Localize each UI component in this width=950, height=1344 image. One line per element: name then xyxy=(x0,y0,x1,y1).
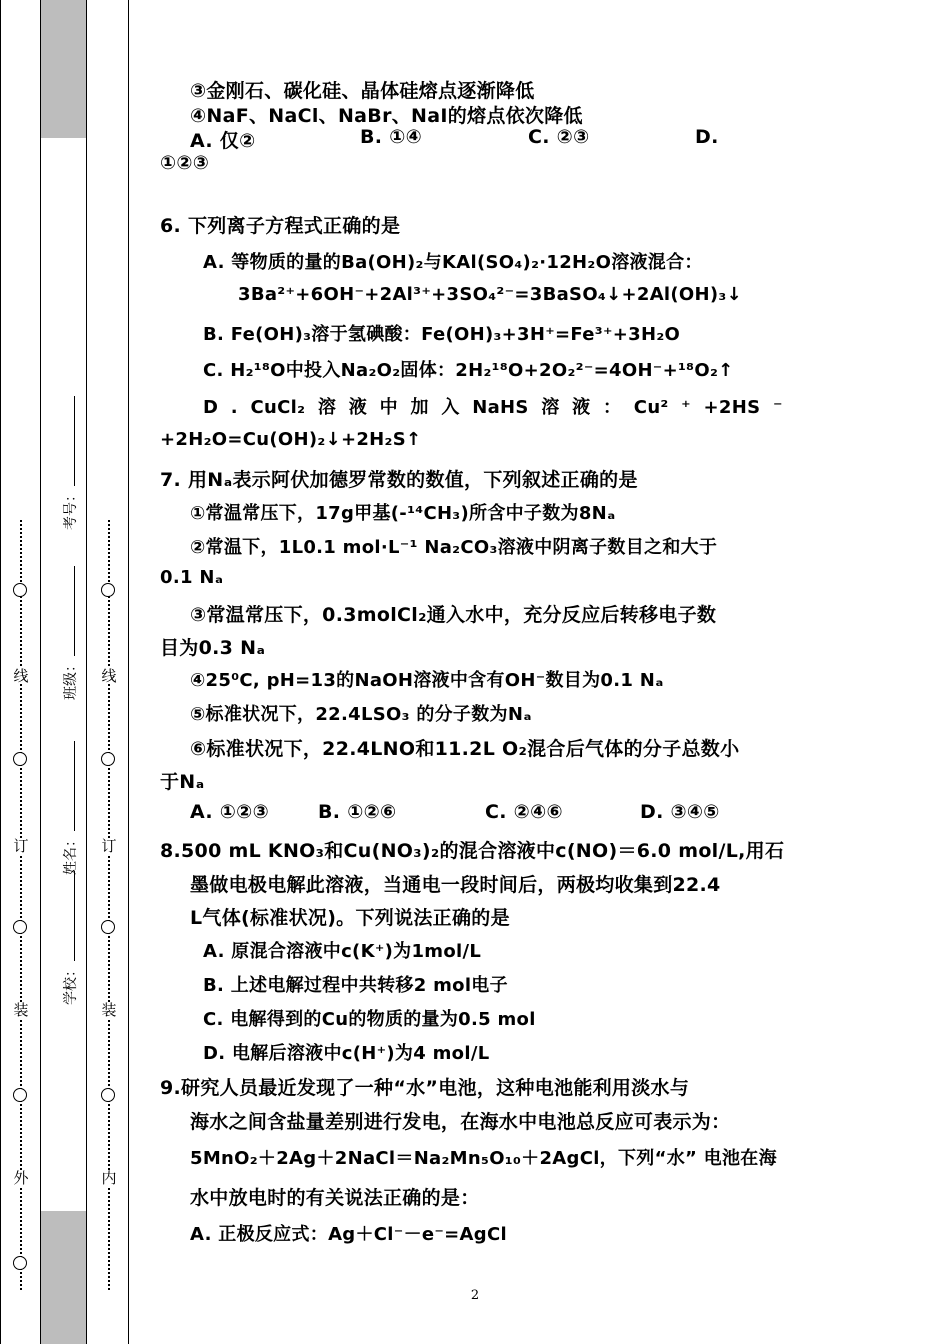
option-d-value: ①②③ xyxy=(160,152,210,174)
q7-statement-3-cont: 目为0.3 Nₐ xyxy=(160,637,266,659)
cut-circle-icon xyxy=(13,1088,27,1102)
question-8-line-3: L气体(标准状况)。下列说法正确的是 xyxy=(190,907,510,929)
question-8: 8.500 mL KNO₃和Cu(NO₃)₂的混合溶液中c(NO)＝6.0 mol/L,用石 xyxy=(160,840,785,862)
outer-mark-wai: 外 xyxy=(13,1169,29,1187)
q9-option-a: A. 正极反应式：Ag＋Cl⁻－e⁻=AgCl xyxy=(190,1224,507,1245)
q6-option-d: D . CuCl₂ 溶 液 中 加 入 NaHS 溶 液 ： Cu² ⁺ +2HS ⁻ xyxy=(203,397,783,418)
school-field[interactable]: 学校： xyxy=(60,871,80,1005)
class-field[interactable]: 班级： xyxy=(60,566,80,700)
q7-statement-6: ⑥标准状况下，22.4LNO和11.2L O₂混合后气体的分子总数小 xyxy=(190,738,740,760)
cut-circle-icon xyxy=(101,583,115,597)
question-6: 6. 下列离子方程式正确的是 xyxy=(160,215,401,237)
text-line: ③金刚石、碳化硅、晶体硅熔点逐渐降低 xyxy=(190,80,535,102)
q7-statement-6-cont: 于Nₐ xyxy=(160,771,205,793)
q6-option-a: A. 等物质的量的Ba(OH)₂与KAl(SO₄)₂·12H₂O溶液混合： xyxy=(203,252,703,273)
cut-circle-icon xyxy=(13,583,27,597)
q7-statement-2-cont: 0.1 Nₐ xyxy=(160,567,224,588)
question-9: 9.研究人员最近发现了一种“水”电池，这种电池能利用淡水与 xyxy=(160,1077,690,1099)
q7-option-a: A. ①②③ xyxy=(190,801,269,823)
question-8-line-2: 墨做电极电解此溶液，当通电一段时间后，两极均收集到22.4 xyxy=(190,874,721,896)
q7-statement-1: ①常温常压下，17g甲基(-¹⁴CH₃)所含中子数为8Nₐ xyxy=(190,503,616,524)
option-c: C. ②③ xyxy=(528,126,590,148)
q8-option-c: C. 电解得到的Cu的物质的量为0.5 mol xyxy=(203,1009,536,1030)
question-9-line-4: 水中放电时的有关说法正确的是： xyxy=(190,1187,480,1209)
q7-statement-5: ⑤标准状况下，22.4LSO₃ 的分子数为Nₐ xyxy=(190,704,532,725)
margin-border-left xyxy=(0,0,1,1344)
cut-circle-icon xyxy=(101,752,115,766)
outer-mark-ding: 订 xyxy=(13,837,29,855)
q8-option-d: D. 电解后溶液中c(H⁺)为4 mol/L xyxy=(203,1043,490,1064)
text-line: ④NaF、NaCl、NaBr、NaI的熔点依次降低 xyxy=(190,105,583,127)
exam-number-field[interactable]: 考号： xyxy=(60,396,80,530)
binding-margin xyxy=(0,0,130,1344)
q7-option-c: C. ②④⑥ xyxy=(485,801,563,823)
margin-border-b xyxy=(86,0,87,1344)
outer-mark-xian: 线 xyxy=(13,667,29,685)
q6-option-d-cont: +2H₂O=Cu(OH)₂↓+2H₂S↑ xyxy=(160,429,422,450)
cut-circle-icon xyxy=(101,920,115,934)
margin-border-a xyxy=(40,0,41,1344)
cut-circle-icon xyxy=(13,752,27,766)
cut-circle-icon xyxy=(13,1256,27,1270)
question-9-line-3: 5MnO₂＋2Ag＋2NaCl＝Na₂Mn₅O₁₀＋2AgCl，下列“水” 电池在海 xyxy=(190,1148,777,1169)
question-9-line-2: 海水之间含盐量差别进行发电，在海水中电池总反应可表示为： xyxy=(190,1111,731,1133)
q7-option-d: D. ③④⑤ xyxy=(640,801,720,823)
option-b: B. ①④ xyxy=(360,126,422,148)
option-d: D. xyxy=(695,126,719,148)
q6-option-b: B. Fe(OH)₃溶于氢碘酸：Fe(OH)₃+3H⁺=Fe³⁺+3H₂O xyxy=(203,324,681,345)
inner-mark-zhuang: 装 xyxy=(101,1001,117,1019)
name-field[interactable]: 姓名： xyxy=(60,741,80,875)
margin-border-right xyxy=(128,0,129,1344)
cut-circle-icon xyxy=(13,920,27,934)
outer-mark-zhuang: 装 xyxy=(13,1001,29,1019)
page-number: 2 xyxy=(470,1288,480,1303)
q7-option-b: B. ①②⑥ xyxy=(318,801,397,823)
q8-option-b: B. 上述电解过程中共转移2 mol电子 xyxy=(203,975,508,996)
option-a: A. 仅② xyxy=(190,130,256,152)
inner-mark-nei: 内 xyxy=(101,1169,117,1187)
q8-option-a: A. 原混合溶液中c(K⁺)为1mol/L xyxy=(203,941,482,962)
q7-statement-4: ④25⁰C, pH=13的NaOH溶液中含有OH⁻数目为0.1 Nₐ xyxy=(190,670,664,691)
inner-mark-ding: 订 xyxy=(101,837,117,855)
inner-mark-xian: 线 xyxy=(101,667,117,685)
cut-circle-icon xyxy=(101,1088,115,1102)
question-7: 7. 用Nₐ表示阿伏加德罗常数的数值，下列叙述正确的是 xyxy=(160,469,638,491)
q6-option-a-eq: 3Ba²⁺+6OH⁻+2Al³⁺+3SO₄²⁻=3BaSO₄↓+2Al(OH)₃↓ xyxy=(238,284,742,305)
q7-statement-2: ②常温下，1L0.1 mol·L⁻¹ Na₂CO₃溶液中阴离子数目之和大于 xyxy=(190,537,718,558)
q6-option-c: C. H₂¹⁸O中投入Na₂O₂固体：2H₂¹⁸O+2O₂²⁻=4OH⁻+¹⁸O₂↑ xyxy=(203,360,734,381)
q7-statement-3: ③常温常压下，0.3molCl₂通入水中，充分反应后转移电子数 xyxy=(190,604,717,626)
